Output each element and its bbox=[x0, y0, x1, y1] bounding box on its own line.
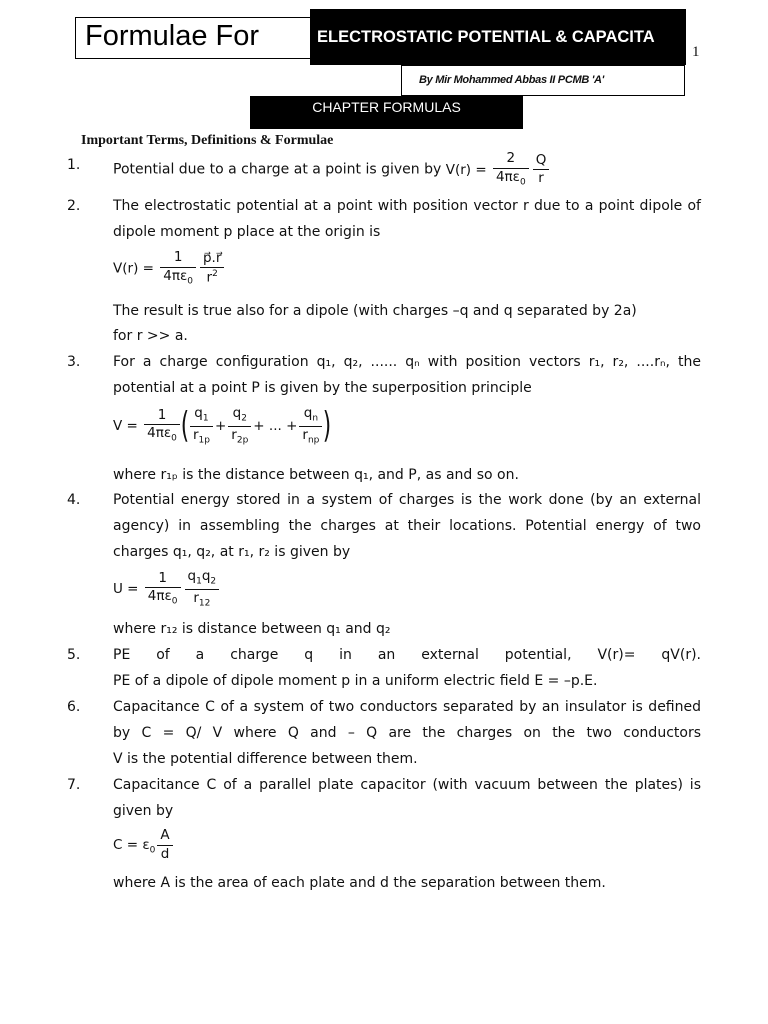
item-note: where r₁₂ is distance between q₁ and q₂ bbox=[113, 621, 391, 637]
formula-potential-point-charge: V(r) = $\frac{2}{4\pi\varepsilon_0}$ $\frac{Q}{r}$ bbox=[446, 162, 552, 178]
item-text: PE of a charge q in an external potential, V(r)= qV(r). bbox=[113, 647, 701, 663]
author-line: By Mir Mohammed Abbas II PCMB 'A' bbox=[401, 65, 685, 96]
title-prefix: Formulae For bbox=[75, 17, 311, 59]
formula-dipole-potential: V(r) = $\frac{1}{4\pi\varepsilon_0}$ $\frac{p⃗.r⃗}{r^2}$ bbox=[113, 251, 226, 286]
item-text: charges q₁, q₂, at r₁, r₂ is given by bbox=[113, 544, 351, 560]
item-text: Potential energy stored in a system of charges is the work done (by an external bbox=[113, 492, 701, 508]
item-note: for r >> a. bbox=[113, 328, 188, 344]
item-text: PE of a dipole of dipole moment p in a uniform electric field E = –p.E. bbox=[113, 673, 598, 689]
item-text: agency) in assembling the charges at their locations. Potential energy of two bbox=[113, 518, 701, 534]
formula-potential-energy: U = $\frac{1}{4\pi\varepsilon_0}$ $\frac{q_1q_2}{r_{12}}$ bbox=[113, 570, 221, 608]
item-text: V is the potential difference between them. bbox=[113, 751, 418, 767]
item-number: 1. bbox=[67, 157, 81, 173]
item-number: 5. bbox=[67, 647, 81, 663]
item-text: Capacitance C of a system of two conductors separated by an insulator is defined bbox=[113, 699, 701, 715]
formula-superposition: V = $\frac{1}{4\pi\varepsilon_0}$ ( $\frac{q_1}{r_{1p}}$ + $\frac{q_2}{r_{2p}}$ + ... + $\frac{q_n}{r_{np}}$ ) bbox=[113, 405, 332, 447]
title-topic: ELECTROSTATIC POTENTIAL & CAPACITA bbox=[310, 9, 686, 65]
item-note: where A is the area of each plate and d the separation between them. bbox=[113, 875, 606, 891]
item-text: For a charge configuration q₁, q₂, ...... qₙ with position vectors r₁, r₂, ....rₙ, the bbox=[113, 354, 701, 370]
item-number: 6. bbox=[67, 699, 81, 715]
item-text: potential at a point P is given by the superposition principle bbox=[113, 380, 532, 396]
item-text: given by bbox=[113, 803, 174, 819]
item-text: dipole moment p place at the origin is bbox=[113, 224, 381, 240]
item-text: by C = Q/ V where Q and – Q are the charges on the two conductors bbox=[113, 725, 701, 741]
section-heading: Important Terms, Definitions & Formulae bbox=[81, 133, 334, 148]
chapter-label: CHAPTER FORMULAS bbox=[250, 96, 523, 129]
item-text: Capacitance C of a parallel plate capacitor (with vacuum between the plates) is bbox=[113, 777, 701, 793]
item-number: 2. bbox=[67, 198, 81, 214]
item-text: Potential due to a charge at a point is given by bbox=[113, 161, 442, 178]
page-number: 1 bbox=[692, 44, 700, 60]
formula-parallel-plate-capacitance: $C = \varepsilon_0$ $\frac{A}{d}$ bbox=[113, 829, 175, 861]
item-text: The electrostatic potential at a point with position vector r due to a point dipole of bbox=[113, 198, 701, 214]
item-1 bbox=[113, 152, 701, 187]
item-number: 4. bbox=[67, 492, 81, 508]
item-number: 3. bbox=[67, 354, 81, 370]
item-note: The result is true also for a dipole (with charges –q and q separated by 2a) bbox=[113, 303, 637, 319]
item-note: where r₁ₚ is the distance between q₁, and P, as and so on. bbox=[113, 467, 519, 483]
item-number: 7. bbox=[67, 777, 81, 793]
